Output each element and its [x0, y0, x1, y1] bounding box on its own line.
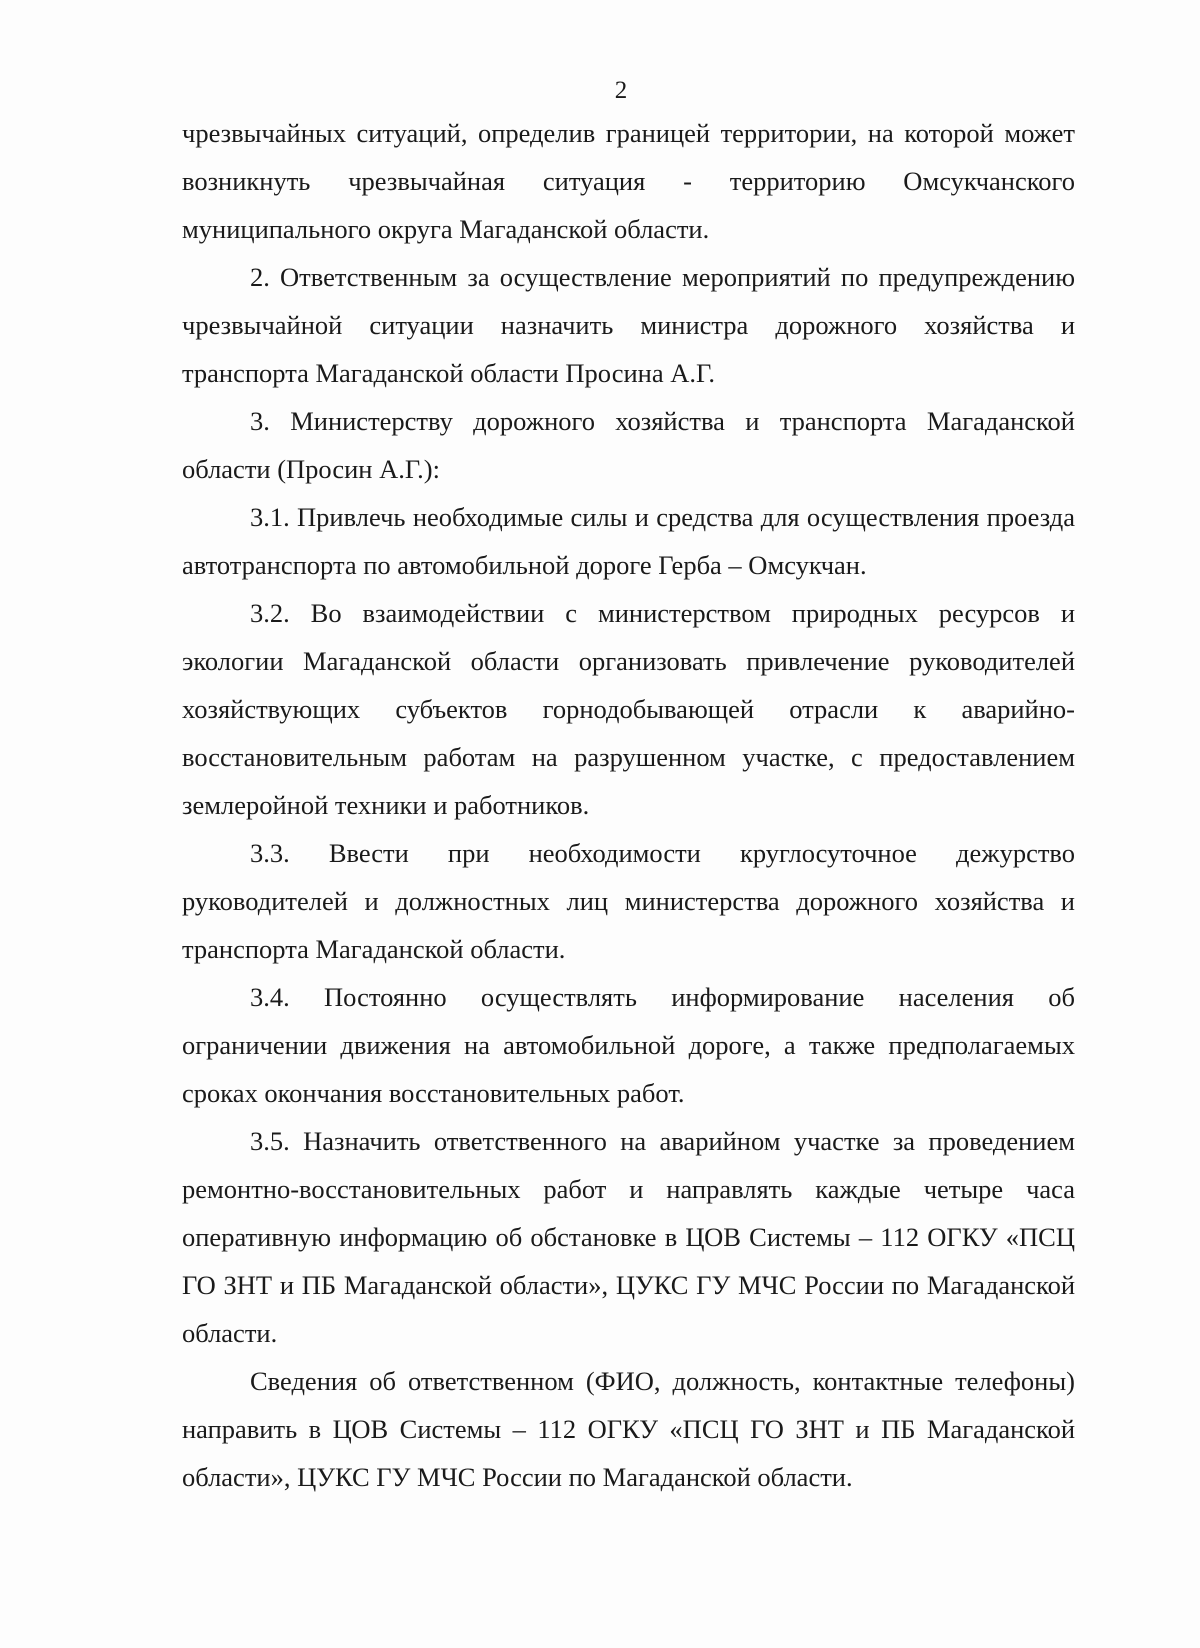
paragraph-item-3-1: 3.1. Привлечь необходимые силы и средства для осуществления проезда автотранспорта по автомобильной дороге Герба – Омсукчан.	[182, 502, 1075, 580]
paragraph-responsible-info: Сведения об ответственном (ФИО, должность, контактные телефоны) направить в ЦОВ Системы – 112 ОГКУ «ПСЦ ГО ЗНТ и ПБ Магаданской области», ЦУКС ГУ МЧС России по Магаданской области.	[182, 1366, 1075, 1492]
paragraph-item-3-3: 3.3. Ввести при необходимости круглосуточное дежурство руководителей и должностных лиц министерства дорожного хозяйства и транспорта Магаданской области.	[182, 838, 1075, 964]
page-number: 2	[614, 77, 628, 104]
paragraph-item-2: 2. Ответственным за осуществление мероприятий по предупреждению чрезвычайной ситуации назначить министра дорожного хозяйства и транспорта Магаданской области Просина А.Г.	[182, 262, 1075, 388]
paragraph-item-3-4: 3.4. Постоянно осуществлять информирование населения об ограничении движения на автомобильной дороге, а также предполагаемых сроках окончания восстановительных работ.	[182, 982, 1075, 1108]
paragraph-item-3-2: 3.2. Во взаимодействии с министерством природных ресурсов и экологии Магаданской области организовать привлечение руководителей хозяйствующих субъектов горнодобывающей отрасли к аварийно-восстановительным работам на разрушенном участке, с предоставлением землеройной техники и работников.	[182, 598, 1075, 820]
paragraph-item-3-5: 3.5. Назначить ответственного на аварийном участке за проведением ремонтно-восстановительных работ и направлять каждые четыре часа оперативную информацию об обстановке в ЦОВ Системы – 112 ОГКУ «ПСЦ ГО ЗНТ и ПБ Магаданской области», ЦУКС ГУ МЧС России по Магаданской области.	[182, 1126, 1075, 1348]
paragraph-item-3: 3. Министерству дорожного хозяйства и транспорта Магаданской области (Просин А.Г.):	[182, 406, 1075, 484]
document-body	[182, 109, 1075, 1501]
paragraph-continuation: чрезвычайных ситуаций, определив границей территории, на которой может возникнуть чрезвычайная ситуация - территорию Омсукчанского муниципального округа Магаданской области.	[182, 118, 1075, 244]
